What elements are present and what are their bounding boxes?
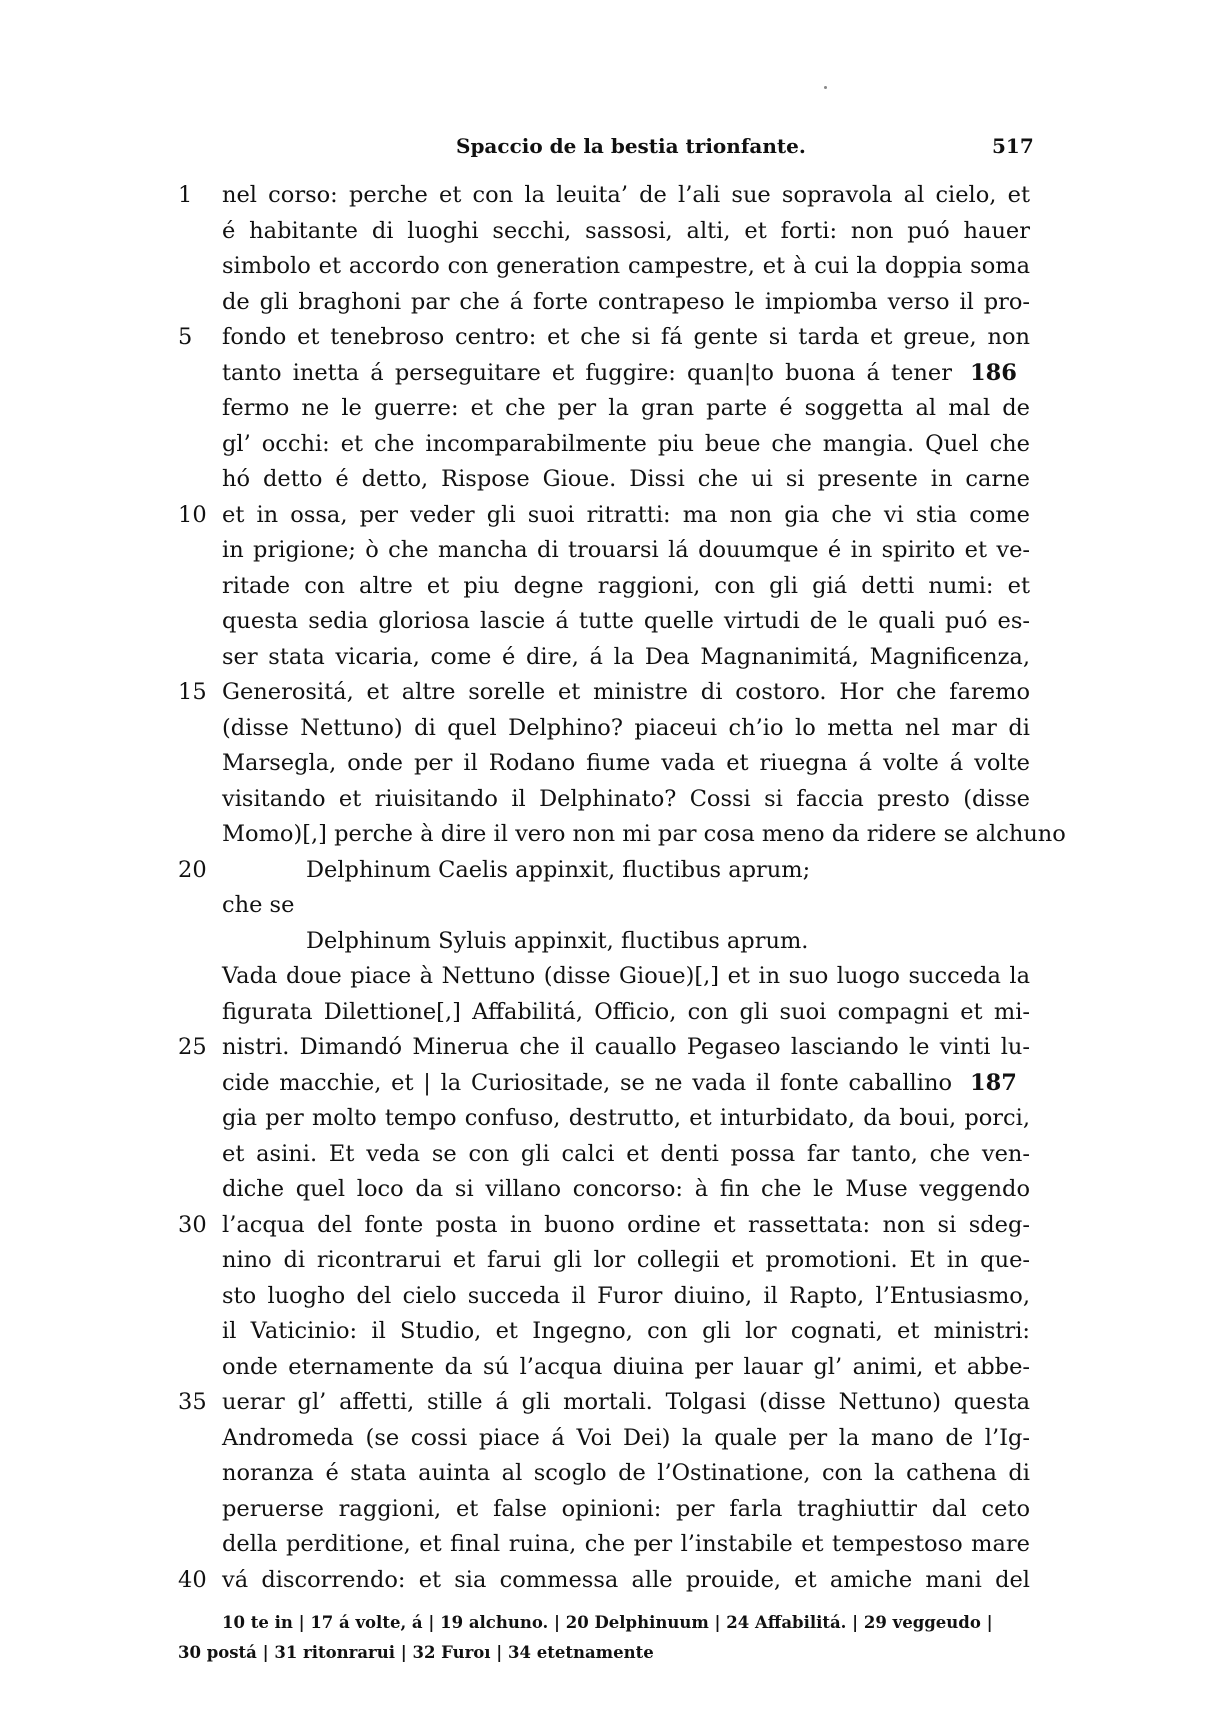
text-line	[0, 1492, 1208, 1528]
text-line	[0, 888, 1208, 924]
line-text: Andromeda (se cossi piace á Voi Dei) la quale per la mano de l’Ig-	[222, 1424, 1030, 1451]
text-line	[0, 711, 1208, 747]
line-text: cide macchie, et | la Curiositade, se ne vada il fonte caballino	[222, 1069, 952, 1096]
line-text: in prigione; ò che mancha di trouarsi lá douumque é in spirito et ve-	[222, 537, 1030, 563]
line-text: visitando et riuisitando il Delphinato? Cossi si faccia presto (disse	[222, 785, 1030, 812]
text-line	[0, 1030, 1208, 1066]
footnote-text: 30 postá | 31 ritonrarui | 32 Furoı | 34 etetnamente	[178, 1643, 654, 1662]
text-line	[0, 249, 1208, 285]
line-text: Momo)[,] perche à dire il vero non mi par cosa meno da ridere se alchuno	[222, 821, 1066, 847]
text-line	[0, 640, 1208, 676]
line-text: onde eternamente da sú l’acqua diuina per lauar gl’ animi, et abbe-	[222, 1353, 1030, 1380]
line-text: vá discorrendo: et sia commessa alle prouide, et amiche mani del	[222, 1566, 1030, 1593]
line-text: tanto inetta á perseguitare et fuggire: quan|to buona á tener	[222, 359, 952, 386]
line-number: 25	[178, 1034, 207, 1060]
line-text: l’acqua del fonte posta in buono ordine et rassettata: non si sdeg-	[222, 1211, 1030, 1238]
line-text: nino di ricontrarui et farui gli lor collegii et promotioni. Et in que-	[222, 1247, 1030, 1273]
line-text: (disse Nettuno) di quel Delphino? piaceui ch’io lo metta nel mar di	[222, 714, 1030, 741]
line-text: Delphinum Syluis appinxit, fluctibus aprum.	[306, 927, 809, 954]
footnote-text: 10 te in | 17 á volte, á | 19 alchuno. | 20 Delphinuum | 24 Affabilitá. | 29 veggeudo |	[222, 1613, 993, 1632]
text-line	[0, 1527, 1208, 1563]
line-number: 10	[178, 501, 207, 528]
print-speck	[824, 86, 827, 89]
text-line	[0, 1243, 1208, 1279]
line-text: gl’ occhi: et che incomparabilmente piu beue che mangia. Quel che	[222, 430, 1030, 457]
text-line	[0, 1385, 1208, 1421]
line-text: Vada doue piace à Nettuno (disse Gioue)[,] et in suo luogo succeda la	[222, 963, 1030, 989]
text-line	[0, 1066, 1208, 1102]
text-line	[0, 1314, 1208, 1350]
line-text: il Vaticinio: il Studio, et Ingegno, con gli lor cognati, et ministri:	[222, 1318, 1030, 1344]
text-line	[0, 285, 1208, 321]
text-line	[0, 1350, 1208, 1386]
line-text: fondo et tenebroso centro: et che si fá gente si tarda et greue, non	[222, 324, 1030, 350]
line-text: Delphinum Caelis appinxit, fluctibus aprum;	[306, 856, 811, 883]
line-text: ser stata vicaria, come é dire, á la Dea Magnanimitá, Magnificenza,	[222, 643, 1030, 670]
text-line	[0, 604, 1208, 640]
line-text: gia per molto tempo confuso, destrutto, et inturbidato, da boui, porci,	[222, 1105, 1030, 1131]
line-number: 15	[178, 679, 207, 705]
text-line	[0, 391, 1208, 427]
text-line	[0, 853, 1208, 889]
line-text: nistri. Dimandó Minerua che il cauallo Pegaseo lasciando le vinti lu-	[222, 1034, 1030, 1060]
line-number: 5	[178, 324, 193, 350]
text-line	[0, 178, 1208, 214]
text-line	[0, 427, 1208, 463]
line-text: questa sedia gloriosa lascie á tutte quelle virtudi de le quali puó es-	[222, 608, 1030, 634]
line-text: ritade con altre et piu degne raggioni, con gli giá detti numi: et	[222, 572, 1030, 599]
text-line	[0, 320, 1208, 356]
text-line	[0, 1101, 1208, 1137]
marginal-page-ref: 186	[962, 356, 1017, 392]
text-line	[0, 1137, 1208, 1173]
line-text: della perditione, et final ruina, che per l’instabile et tempestoso mare	[222, 1531, 1030, 1557]
line-text: é habitante di luoghi secchi, sassosi, alti, et forti: non puó hauer	[222, 217, 1030, 244]
line-text: peruerse raggioni, et false opinioni: per farla traghiuttir dal ceto	[222, 1495, 1030, 1522]
line-text: che se	[222, 892, 295, 918]
text-line	[0, 1208, 1208, 1244]
running-title: Spaccio de la bestia trionfante.	[456, 134, 806, 158]
line-text: Marsegla, onde per il Rodano fiume vada et riuegna á volte á volte	[222, 750, 1030, 776]
text-line	[0, 462, 1208, 498]
line-text: fermo ne le guerre: et che per la gran parte é soggetta al mal de	[222, 395, 1030, 421]
line-text: sto luogho del cielo succeda il Furor diuino, il Rapto, l’Entusiasmo,	[222, 1282, 1030, 1309]
text-line	[0, 498, 1208, 534]
line-number: 30	[178, 1211, 207, 1238]
line-text: hó detto é detto, Rispose Gioue. Dissi che ui si presente in carne	[222, 466, 1030, 492]
main-text	[0, 178, 1208, 1598]
running-header	[0, 134, 1208, 164]
text-line	[0, 959, 1208, 995]
text-line	[0, 1279, 1208, 1315]
text-line	[0, 746, 1208, 782]
line-text: noranza é stata auinta al scoglo de l’Ostinatione, con la cathena di	[222, 1460, 1030, 1486]
page-number: 517	[992, 134, 1034, 158]
line-text: et asini. Et veda se con gli calci et denti possa far tanto, che ven-	[222, 1140, 1030, 1167]
text-line	[0, 817, 1208, 853]
line-text: de gli braghoni par che á forte contrapeso le impiomba verso il pro-	[222, 288, 1030, 315]
line-number: 40	[178, 1566, 207, 1593]
text-line	[0, 569, 1208, 605]
text-line	[0, 533, 1208, 569]
footnotes	[0, 1608, 1208, 1668]
line-text: et in ossa, per veder gli suoi ritratti: ma non gia che vi stia come	[222, 501, 1030, 528]
footnote-line	[0, 1638, 1208, 1668]
text-line	[0, 924, 1208, 960]
marginal-page-ref: 187	[962, 1066, 1017, 1102]
text-line	[0, 1421, 1208, 1457]
text-line	[0, 1456, 1208, 1492]
line-number: 35	[178, 1389, 207, 1415]
text-line	[0, 1172, 1208, 1208]
text-line	[0, 995, 1208, 1031]
text-line	[0, 214, 1208, 250]
line-text: simbolo et accordo con generation campestre, et à cui la doppia soma	[222, 253, 1030, 279]
line-text: nel corso: perche et con la leuita’ de l’ali sue sopravola al cielo, et	[222, 182, 1030, 208]
line-text: Generositá, et altre sorelle et ministre di costoro. Hor che faremo	[222, 679, 1030, 705]
line-text: figurata Dilettione[,] Affabilitá, Officio, con gli suoi compagni et mi-	[222, 998, 1030, 1025]
line-number: 1	[178, 182, 193, 208]
line-text: diche quel loco da si villano concorso: à fin che le Muse veggendo	[222, 1176, 1030, 1202]
line-text: uerar gl’ affetti, stille á gli mortali. Tolgasi (disse Nettuno) questa	[222, 1389, 1030, 1415]
text-line	[0, 675, 1208, 711]
line-number: 20	[178, 856, 207, 883]
text-line	[0, 356, 1208, 392]
text-line	[0, 1563, 1208, 1599]
footnote-line	[0, 1608, 1208, 1638]
text-line	[0, 782, 1208, 818]
